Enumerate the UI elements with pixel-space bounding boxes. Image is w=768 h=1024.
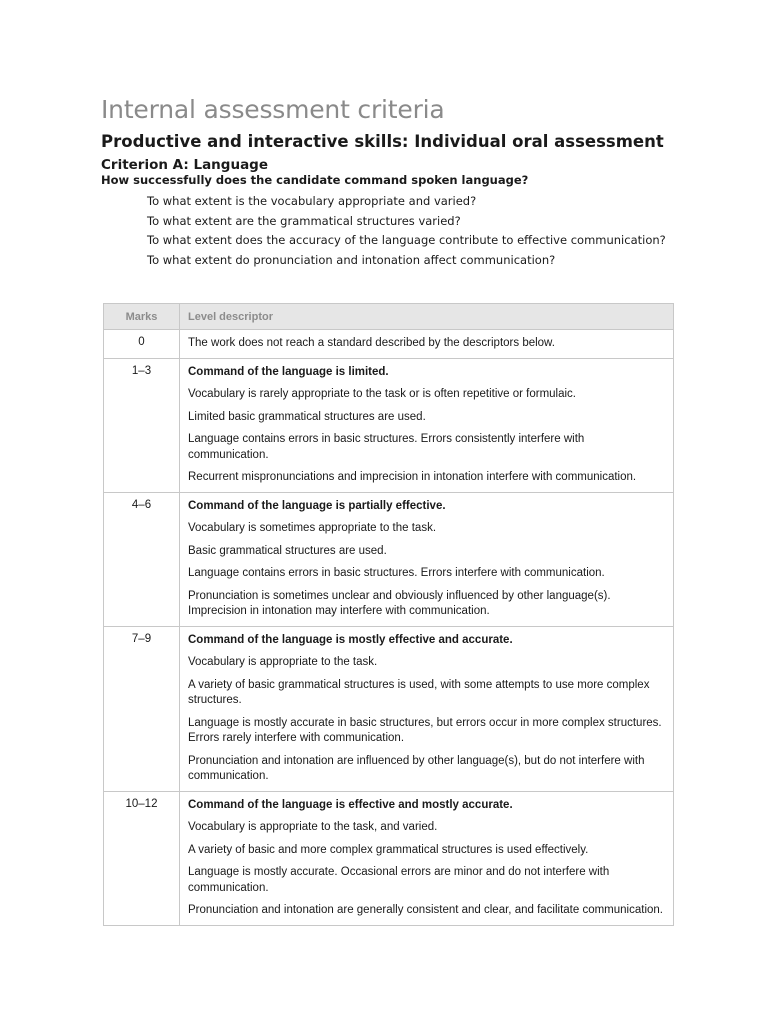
descriptor-line: Pronunciation and intonation are influenced by other language(s), but do not interfere with communication. — [188, 754, 645, 782]
descriptor-line: The work does not reach a standard described by the descriptors below. — [188, 337, 555, 349]
section-subtitle: Productive and interactive skills: Individual oral assessment — [101, 132, 664, 151]
descriptor-line: Language is mostly accurate. Occasional errors are minor and do not interfere with communication. — [188, 866, 610, 894]
question-item: To what extent do pronunciation and intonation affect communication? — [147, 252, 556, 267]
table-row — [104, 330, 674, 359]
criterion-heading: Criterion A: Language — [101, 157, 268, 173]
descriptor-line: Vocabulary is appropriate to the task. — [188, 656, 378, 668]
marks-cell: 10–12 — [104, 791, 180, 925]
main-question: How successfully does the candidate command spoken language? — [101, 173, 529, 187]
descriptor-line: Basic grammatical structures are used. — [188, 544, 387, 557]
marks-column-header: Marks — [104, 304, 180, 330]
table-header-row — [104, 304, 674, 330]
descriptor-line: Language contains errors in basic structures. Errors consistently interfere with communication. — [188, 433, 585, 461]
descriptor-line: Vocabulary is rarely appropriate to the task or is often repetitive or formulaic. — [188, 388, 576, 400]
descriptor-cell — [180, 330, 674, 359]
table-row — [104, 791, 674, 925]
marks-cell: 1–3 — [104, 358, 180, 492]
marks-cell: 0 — [104, 330, 180, 359]
descriptor-cell — [180, 791, 674, 925]
descriptor-heading: Command of the language is partially effective. — [188, 499, 446, 512]
table-row — [104, 358, 674, 492]
descriptor-line: Pronunciation is sometimes unclear and obviously influenced by other language(s). Imprecision in intonation may interfere with communication. — [188, 589, 611, 617]
descriptor-column-header: Level descriptor — [180, 304, 674, 330]
descriptor-cell — [180, 492, 674, 626]
question-item: To what extent are the grammatical structures varied? — [147, 213, 461, 228]
marks-cell: 7–9 — [104, 626, 180, 791]
document-header — [101, 94, 681, 273]
descriptor-heading: Command of the language is limited. — [188, 365, 389, 378]
question-item: To what extent does the accuracy of the language contribute to effective communication? — [147, 233, 666, 247]
table-row — [104, 492, 674, 626]
descriptor-heading: Command of the language is mostly effective and accurate. — [188, 633, 513, 646]
descriptor-line: Vocabulary is sometimes appropriate to the task. — [188, 522, 437, 534]
descriptor-line: Pronunciation and intonation are generally consistent and clear, and facilitate communication. — [188, 904, 663, 916]
question-item: To what extent is the vocabulary appropriate and varied? — [147, 194, 477, 208]
descriptor-line: Language is mostly accurate in basic structures, but errors occur in more complex structures. Errors rarely interfere with communication. — [188, 716, 662, 744]
descriptor-line: Recurrent mispronunciations and imprecision in intonation interfere with communication. — [188, 471, 637, 483]
descriptor-line: Language contains errors in basic structures. Errors interfere with communication. — [188, 567, 605, 579]
criteria-table — [103, 303, 674, 926]
descriptor-line: Limited basic grammatical structures are used. — [188, 410, 426, 423]
question-list — [101, 195, 681, 266]
table-row — [104, 626, 674, 791]
descriptor-heading: Command of the language is effective and mostly accurate. — [188, 798, 513, 811]
descriptor-line: A variety of basic and more complex grammatical structures is used effectively. — [188, 843, 589, 856]
descriptor-line: Vocabulary is appropriate to the task, and varied. — [188, 821, 438, 833]
descriptor-cell — [180, 358, 674, 492]
page-title: Internal assessment criteria — [101, 95, 445, 124]
descriptor-line: A variety of basic grammatical structures is used, with some attempts to use more complex structures. — [188, 678, 650, 706]
marks-cell: 4–6 — [104, 492, 180, 626]
descriptor-cell — [180, 626, 674, 791]
